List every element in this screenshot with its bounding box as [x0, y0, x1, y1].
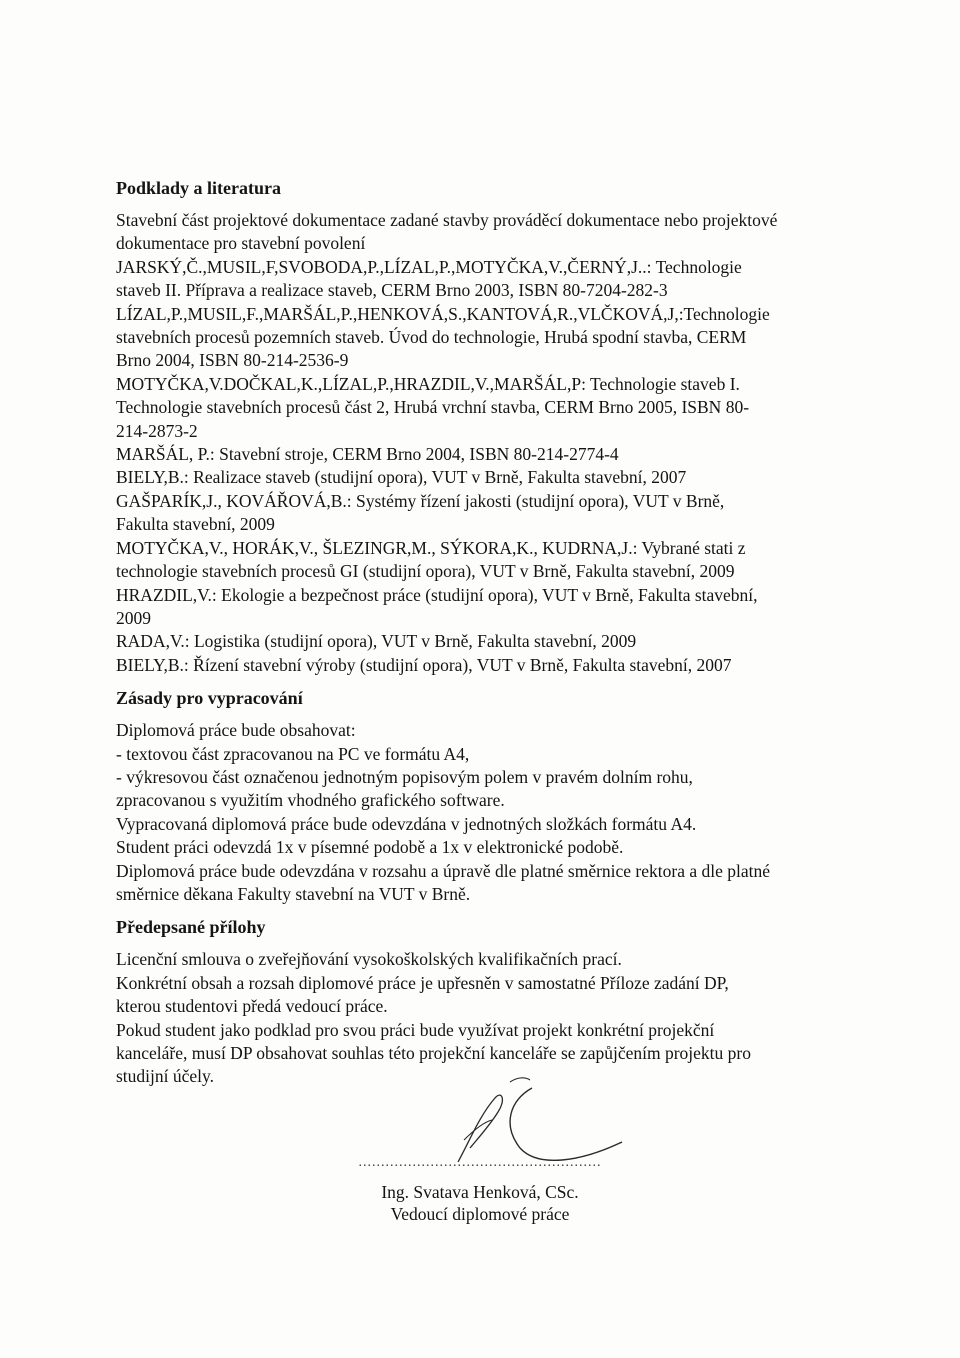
principles-list — [116, 719, 851, 906]
literature-line: MOTYČKA,V., HORÁK,V., ŠLEZINGR,M., SÝKORA,K., KUDRNA,J.: Vybrané stati z — [116, 537, 746, 558]
document-body — [116, 176, 851, 1098]
attachments-line: Licenční smlouva o zveřejňování vysokoškolských kvalifikačních prací. — [116, 949, 622, 970]
literature-line: JARSKÝ,Č.,MUSIL,F,SVOBODA,P.,LÍZAL,P.,MOTYČKA,V.,ČERNÝ,J..: Technologie — [116, 256, 742, 277]
signature-line: ...................................................... — [358, 1155, 602, 1170]
literature-line: dokumentace pro stavební povolení — [116, 233, 366, 254]
attachments-line: Pokud student jako podklad pro svou práci bude využívat projekt konkrétní projekční — [116, 1019, 715, 1040]
literature-line: BIELY,B.: Realizace staveb (studijní opora), VUT v Brně, Fakulta stavební, 2007 — [116, 467, 687, 488]
literature-line: Technologie stavebních procesů část 2, Hrubá vrchní stavba, CERM Brno 2005, ISBN 80- — [116, 397, 750, 418]
literature-line: Stavební část projektové dokumentace zadané stavby prováděcí dokumentace nebo projektové — [116, 210, 778, 230]
attachments-line: kterou studentovi předá vedoucí práce. — [116, 996, 388, 1017]
principles-line: zpracovanou s využitím vhodného grafického software. — [116, 790, 505, 811]
attachments-line: kanceláře, musí DP obsahovat souhlas této projekční kanceláře se zapůjčením projektu pro — [116, 1043, 751, 1063]
supervisor-role: Vedoucí diplomové práce — [390, 1204, 570, 1224]
literature-line: GAŠPARÍK,J., KOVÁŘOVÁ,B.: Systémy řízení jakosti (studijní opora), VUT v Brně, — [116, 490, 725, 511]
literature-line: stavebních procesů pozemních staveb. Úvod do technologie, Hrubá spodní stavba, CERM — [116, 327, 747, 348]
principles-line: Diplomová práce bude obsahovat: — [116, 720, 356, 741]
literature-list — [116, 209, 851, 677]
principles-line: - výkresovou část označenou jednotným popisovým polem v pravém dolním rohu, — [116, 766, 693, 787]
literature-line: RADA,V.: Logistika (studijní opora), VUT v Brně, Fakulta stavební, 2009 — [116, 631, 637, 652]
attachments-heading: Předepsané přílohy — [116, 917, 266, 938]
literature-line: LÍZAL,P.,MUSIL,F.,MARŠÁL,P.,HENKOVÁ,S.,KANTOVÁ,R.,VLČKOVÁ,J,:Technologie — [116, 303, 770, 324]
literature-line: staveb II. Příprava a realizace staveb, CERM Brno 2003, ISBN 80-7204-282-3 — [116, 280, 668, 301]
principles-heading: Zásady pro vypracování — [116, 688, 303, 709]
literature-line: 214-2873-2 — [116, 420, 198, 441]
literature-line: 2009 — [116, 607, 151, 628]
literature-line: BIELY,B.: Řízení stavební výroby (studijní opora), VUT v Brně, Fakulta stavební, 2007 — [116, 654, 732, 675]
literature-line: HRAZDIL,V.: Ekologie a bezpečnost práce (studijní opora), VUT v Brně, Fakulta stavební, — [116, 584, 758, 605]
signature-block — [290, 1155, 670, 1225]
principles-line: směrnice děkana Fakulty stavební na VUT v Brně. — [116, 883, 471, 904]
principles-line: Diplomová práce bude odevzdána v rozsahu a úpravě dle platné směrnice rektora a dle platné — [116, 860, 771, 881]
principles-line: - textovou část zpracovanou na PC ve formátu A4, — [116, 743, 470, 764]
literature-line: MOTYČKA,V.DOČKAL,K.,LÍZAL,P.,HRAZDIL,V.,MARŠÁL,P: Technologie staveb I. — [116, 373, 740, 394]
principles-line: Vypracovaná diplomová práce bude odevzdána v jednotných složkách formátu A4. — [116, 813, 697, 834]
attachments-line: studijní účely. — [116, 1066, 215, 1087]
supervisor-name: Ing. Svatava Henková, CSc. — [381, 1182, 579, 1202]
literature-heading: Podklady a literatura — [116, 178, 281, 198]
literature-line: Fakulta stavební, 2009 — [116, 514, 275, 535]
attachments-line: Konkrétní obsah a rozsah diplomové práce je upřesněn v samostatné Příloze zadání DP, — [116, 972, 729, 993]
attachments-list — [116, 948, 851, 1088]
literature-line: Brno 2004, ISBN 80-214-2536-9 — [116, 350, 349, 371]
literature-line: MARŠÁL, P.: Stavební stroje, CERM Brno 2004, ISBN 80-214-2774-4 — [116, 444, 619, 465]
principles-line: Student práci odevzdá 1x v písemné podobě a 1x v elektronické podobě. — [116, 837, 624, 858]
literature-line: technologie stavebních procesů GI (studijní opora), VUT v Brně, Fakulta stavební, 2009 — [116, 561, 735, 582]
